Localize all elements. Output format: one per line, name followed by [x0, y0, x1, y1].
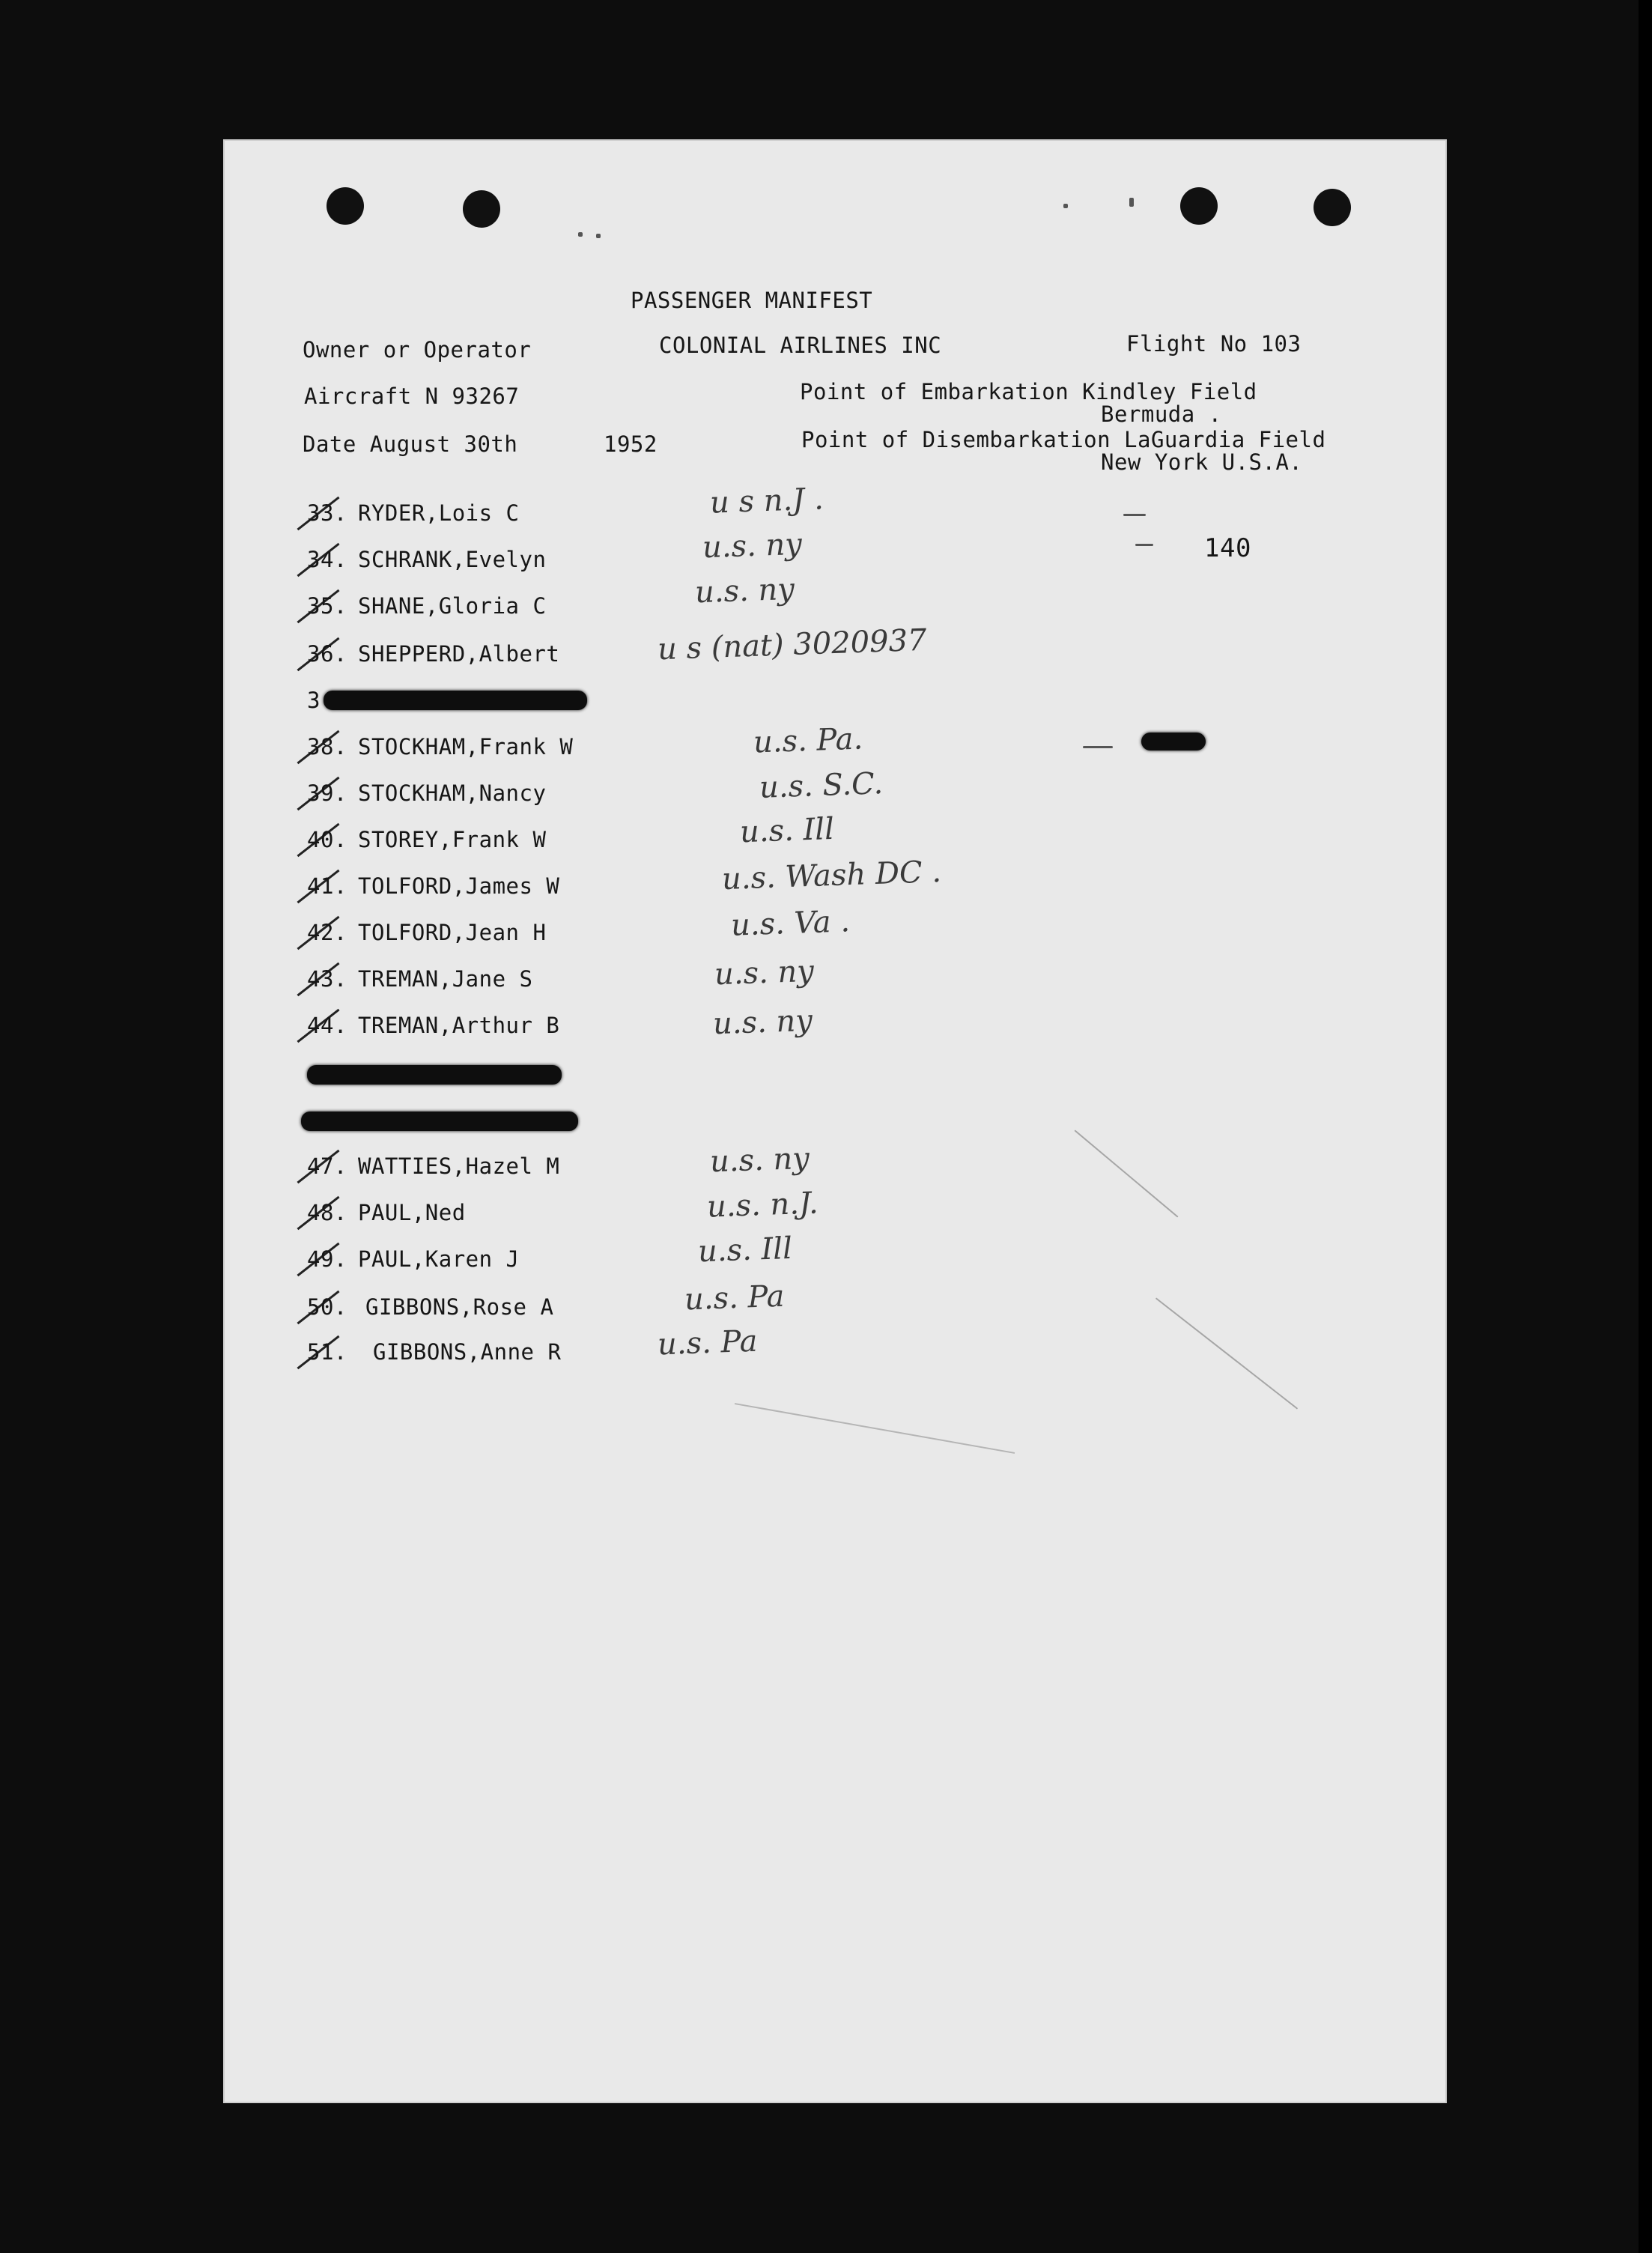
scan-speck: [1156, 1297, 1298, 1409]
passenger-name: TOLFORD,Jean H: [358, 920, 547, 945]
scan-speck: [1074, 1129, 1178, 1217]
flight-number: Flight No 103: [1126, 331, 1302, 357]
scan-speck: [1083, 746, 1113, 748]
ink-blot: [1141, 733, 1206, 751]
embarkation-location: Bermuda .: [1101, 401, 1222, 427]
punch-hole: [1314, 189, 1351, 226]
passenger-name: GIBBONS,Rose A: [365, 1294, 554, 1320]
handwritten-note: u.s. Pa: [657, 1323, 759, 1362]
passenger-number: 39.: [307, 780, 347, 806]
passenger-name: SCHRANK,Evelyn: [358, 547, 547, 572]
redaction-mark: [307, 1065, 562, 1085]
passenger-number: 33.: [307, 500, 347, 526]
passenger-name: STOCKHAM,Nancy: [358, 780, 547, 806]
handwritten-note: u.s. Ill: [697, 1231, 793, 1270]
scan-speck: [596, 234, 601, 238]
passenger-number: 41.: [307, 873, 347, 899]
manifest-title: PASSENGER MANIFEST: [631, 288, 873, 313]
handwritten-note: u.s. Ill: [739, 811, 835, 850]
passenger-name: TOLFORD,James W: [358, 873, 560, 899]
passenger-name: TREMAN,Arthur B: [358, 1013, 560, 1038]
passenger-name: SHANE,Gloria C: [358, 593, 547, 619]
handwritten-note: u.s. Wash DC .: [721, 854, 942, 897]
scan-speck: [1063, 204, 1068, 208]
passenger-name: STOREY,Frank W: [358, 827, 547, 852]
handwritten-note: u s (nat) 3020937: [657, 622, 928, 667]
scan-speck: [1129, 198, 1134, 207]
passenger-number: 50.: [307, 1294, 347, 1320]
passenger-name: PAUL,Ned: [358, 1200, 466, 1225]
passenger-number: 43.: [307, 966, 347, 992]
passenger-name: WATTIES,Hazel M: [358, 1153, 560, 1179]
redacted-number-fragment: 3: [307, 688, 321, 713]
passenger-number: 48.: [307, 1200, 347, 1225]
handwritten-note: u.s. Pa: [684, 1279, 786, 1317]
handwritten-note: u.s. ny: [712, 1003, 813, 1042]
scan-speck: [735, 1403, 1015, 1454]
scan-border: [1639, 0, 1652, 2253]
passenger-name: PAUL,Karen J: [358, 1246, 520, 1272]
embarkation-point: Point of Embarkation Kindley Field: [800, 379, 1257, 404]
handwritten-note: u.s. ny: [714, 953, 815, 992]
punch-hole: [1180, 187, 1218, 225]
manifest-year: 1952: [604, 431, 658, 457]
scan-speck: [1123, 514, 1146, 516]
owner-value: COLONIAL AIRLINES INC: [659, 333, 942, 358]
handwritten-note: u.s. S.C.: [759, 766, 884, 805]
manifest-page: [223, 139, 1447, 2103]
page-number: 140: [1204, 533, 1251, 563]
passenger-name: RYDER,Lois C: [358, 500, 520, 526]
passenger-number: 40.: [307, 827, 347, 852]
passenger-name: SHEPPERD,Albert: [358, 641, 560, 667]
scan-speck: [578, 232, 583, 237]
passenger-number: 49.: [307, 1246, 347, 1272]
passenger-number: 47.: [307, 1153, 347, 1179]
passenger-name: GIBBONS,Anne R: [373, 1339, 562, 1365]
aircraft-number: Aircraft N 93267: [304, 383, 520, 409]
passenger-number: 36.: [307, 641, 347, 667]
handwritten-note: u.s. Va .: [730, 904, 851, 943]
owner-label: Owner or Operator: [303, 337, 532, 363]
passenger-number: 44.: [307, 1013, 347, 1038]
handwritten-note: u.s. n.J.: [706, 1186, 819, 1225]
passenger-number: 42.: [307, 920, 347, 945]
passenger-name: STOCKHAM,Frank W: [358, 734, 574, 759]
scan-speck: [1135, 544, 1153, 546]
handwritten-note: u.s. Pa.: [753, 721, 863, 760]
handwritten-note: u.s. ny: [709, 1141, 810, 1180]
disembarkation-point: Point of Disembarkation LaGuardia Field: [801, 427, 1326, 452]
passenger-number: 51.: [307, 1339, 347, 1365]
passenger-number: 35.: [307, 593, 347, 619]
manifest-date: Date August 30th: [303, 431, 518, 457]
redaction-mark: [301, 1112, 578, 1131]
handwritten-note: u s n.J .: [709, 482, 825, 521]
handwritten-note: u.s. ny: [702, 527, 803, 565]
punch-hole: [327, 187, 364, 225]
passenger-number: 34.: [307, 547, 347, 572]
disembarkation-location: New York U.S.A.: [1101, 449, 1303, 475]
handwritten-note: u.s. ny: [694, 571, 795, 610]
punch-hole: [463, 190, 500, 228]
passenger-name: TREMAN,Jane S: [358, 966, 533, 992]
passenger-number: 38.: [307, 734, 347, 759]
redaction-mark: [324, 691, 587, 710]
